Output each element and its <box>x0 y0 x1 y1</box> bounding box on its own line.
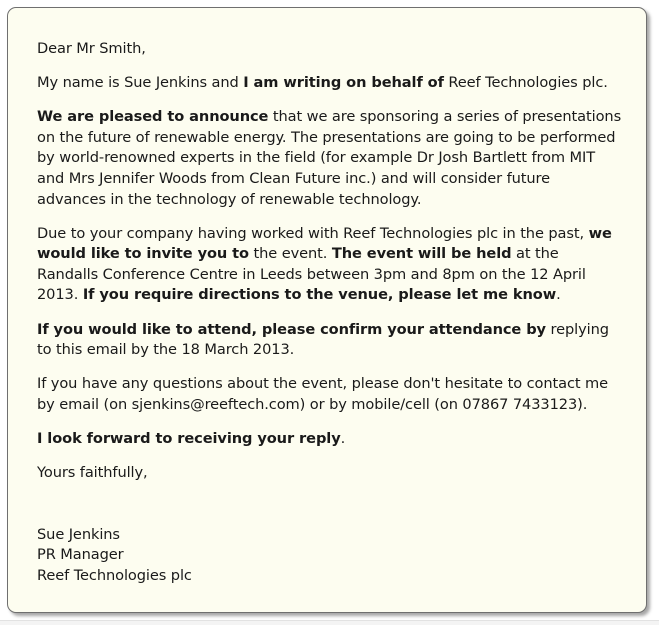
signature-name: Sue Jenkins <box>37 525 120 543</box>
closing-text-1: . <box>340 429 346 447</box>
bottom-divider <box>0 620 659 625</box>
invite-text-3: at the Randalls Conference Centre in Leeds between 3pm and 8pm on the 12 April 2013. <box>37 245 586 304</box>
announcement-paragraph <box>37 107 622 210</box>
invite-bold-1: we would like to invite you to <box>37 224 612 263</box>
announce-bold-1: We are pleased to announce <box>37 108 269 126</box>
intro-paragraph <box>37 73 622 94</box>
confirm-paragraph <box>37 320 622 361</box>
signature-title: PR Manager <box>37 546 124 564</box>
signoff: Yours faithfully, <box>37 464 148 481</box>
salutation: Dear Mr Smith, <box>37 40 146 57</box>
signature-company: Reef Technologies plc <box>37 566 192 584</box>
closing-bold-1: I look forward to receiving your reply <box>37 429 341 447</box>
intro-text-2: Reef Technologies plc. <box>443 74 608 92</box>
announce-text-1: that we are sponsoring a series of presentations on the future of renewable energy. The presentations are going to be performed by world-renowned experts in the field (for example Dr Josh Bartlett from MIT and Mrs Jennifer Woods from Clean Future inc.) and will consider future advances in the technology of renewable technology. <box>37 108 622 208</box>
invite-bold-3: If you require directions to the venue, please let me know <box>82 286 557 304</box>
invite-text-2: the event. <box>248 245 332 263</box>
confirm-text-1: replying to this email by the 18 March 2013. <box>37 320 609 359</box>
questions-paragraph: If you have any questions about the event, please don't hesitate to contact me by email (on sjenkins@reeftech.com) or by mobile/cell (on 07867 7433123). <box>37 375 609 413</box>
invite-text-1: Due to your company having worked with Reef Technologies plc in the past, <box>37 224 589 242</box>
confirm-bold-1: If you would like to attend, please confirm your attendance by <box>37 320 546 338</box>
letter-card <box>7 7 647 613</box>
signature-block <box>37 525 622 587</box>
invite-bold-2: The event will be held <box>331 245 512 263</box>
intro-text-1: My name is Sue Jenkins and <box>37 74 244 92</box>
invitation-paragraph <box>37 224 622 306</box>
closing-line-paragraph <box>37 429 622 450</box>
intro-bold-1: I am writing on behalf of <box>243 74 444 92</box>
invite-text-4: . <box>556 286 561 304</box>
